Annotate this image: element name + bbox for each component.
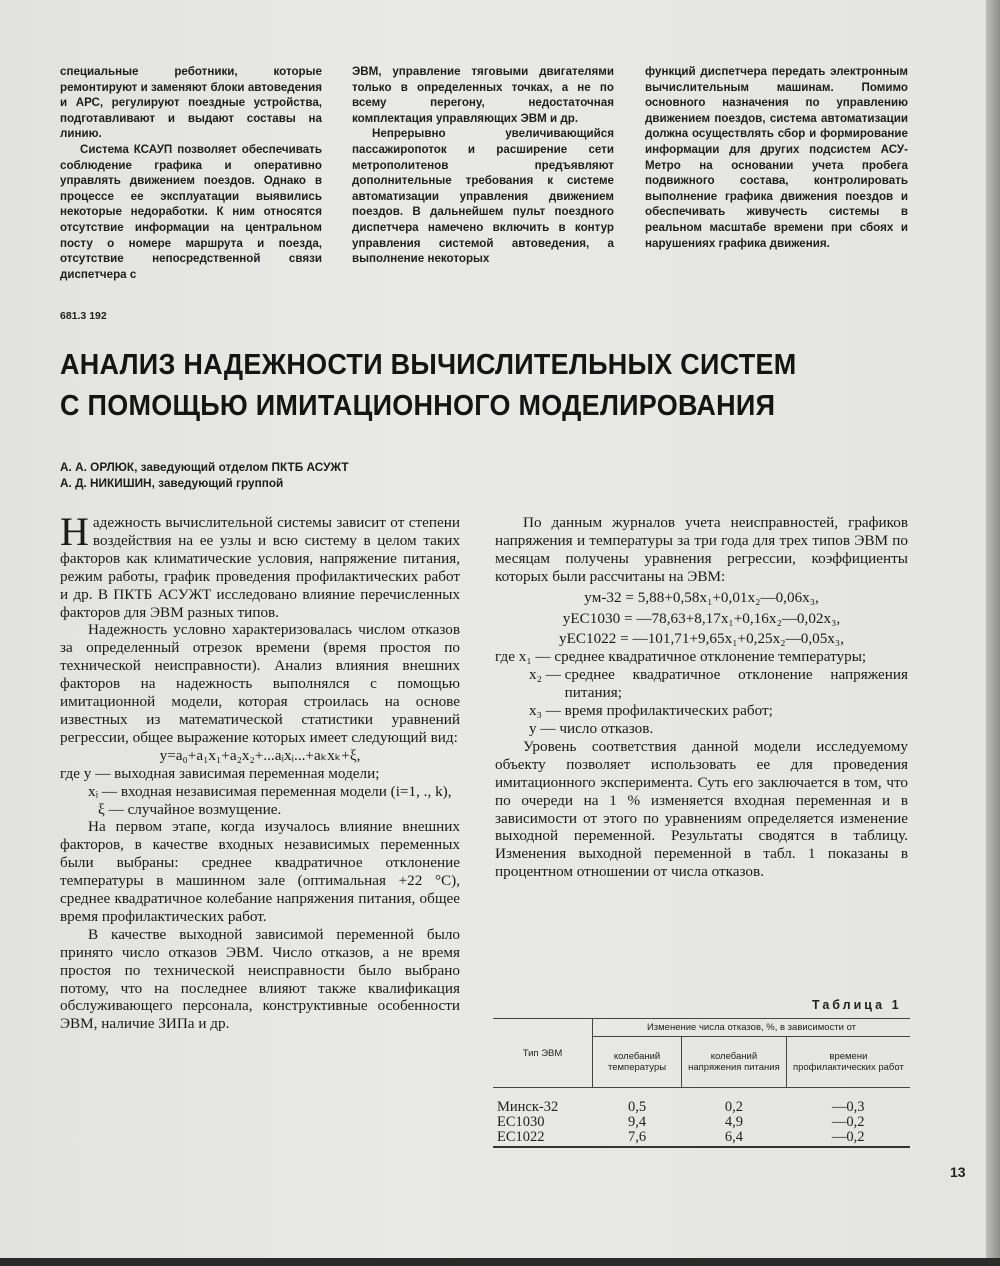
- definition-x3: [495, 702, 908, 720]
- cell-temperature: 9,4: [627, 1113, 647, 1130]
- top-col2-paragraph-1: ЭВМ, управление тяговыми двигателями только в определенных точках, а не по всему перегону, недостаточная комплектация управляющих ЭВМ и др.: [352, 65, 614, 125]
- title-line-2: С ПОМОЩЬЮ ИМИТАЦИОННОГО МОДЕЛИРОВАНИЯ: [60, 390, 776, 422]
- cell-type: Минск-32: [497, 1099, 559, 1115]
- top-column-3: [645, 64, 908, 251]
- definition-x2-symbol: x₂ —: [529, 666, 561, 684]
- left-paragraph-4: В качестве выходной зависимой переменной было принято число отказов ЭВМ. Число отказов, а не время простоя по технической неисправности было выбрано потому, что на последнее влияют также квалификация обслуживающего персонала, конструктивные особенности ЭВМ, наличие ЗИПа и др.: [60, 925, 460, 1033]
- column-header-maintenance: времени профилактических работ: [786, 1037, 910, 1088]
- cell-voltage: 4,9: [724, 1113, 743, 1130]
- top-col2-paragraph-2: Непрерывно увеличивающийся пассажиропоток и расширение сети метрополитенов предъявляют дополнительные требования к системе автоматизации управления движением поездов. В дальнейшем пульт поездного диспетчера намечено включить в контур управления системой автоведения, а выполнение некоторых: [352, 127, 614, 266]
- top-col1-paragraph-2: Система КСАУП позволяет обеспечивать соблюдение графика и оперативно управлять движением поездов. Однако в процессе ее эксплуатации выявились некоторые недоработки. К ним относятся отсутствие информации на центральном посту о номере маршрута и поезда, отсутствие непосредственной связи диспетчера с: [60, 142, 322, 281]
- article-title: [60, 345, 897, 427]
- author-1: А. А. ОРЛЮК, заведующий отделом ПКТБ АСУЖТ: [60, 460, 349, 474]
- right-body-column: [495, 514, 908, 881]
- page-number: 13: [950, 1164, 966, 1180]
- data-table: [493, 1018, 910, 1148]
- definition-y-text: число отказов.: [559, 719, 654, 737]
- cell-maintenance: —0,2: [786, 1130, 910, 1148]
- definition-x: [60, 783, 460, 801]
- left-paragraph-1: [60, 509, 460, 621]
- top-col3-paragraph-1: функций диспетчера передать электронным вычислительным машинам. Помимо основного назначения по управлению движением поездов, система автоматизации должна осуществлять сбор и формирование информации для других подсистем АСУ-Метро на основании учета пробега подвижного состава, контролировать выполнение графика движения поездов и обеспечивать живучесть системы в реальном масштабе времени при сбоях и нарушениях графика движения.: [645, 65, 908, 250]
- table-row: [493, 1130, 910, 1148]
- cell-type: ЕС1022: [493, 1130, 593, 1148]
- column-header-temperature: колебаний температуры: [593, 1037, 682, 1088]
- authors: [60, 459, 349, 491]
- cell-voltage: 6,4: [682, 1130, 787, 1148]
- column-group-header: Изменение числа отказов, %, в зависимости от: [593, 1019, 911, 1037]
- definition-x1-symbol: где x₁ —: [495, 648, 551, 666]
- definition-x1-text: среднее квадратичное отклонение температуры;: [554, 648, 867, 666]
- top-column-2: [352, 64, 614, 267]
- left-paragraph-1-text: адежность вычислительной системы зависит от степени воздействия на ее узлы и всю систему в целом таких факторов как климатические условия, напряжение питания, режим работы, график проведения профилактических работ и др. В ПКТБ АСУЖТ исследовано влияние перечисленных факторов для ЭВМ разных типов.: [60, 514, 460, 621]
- column-header-voltage: колебаний напряжения питания: [682, 1037, 787, 1088]
- bottom-edge: [0, 1258, 1000, 1266]
- table-caption: Таблица 1: [812, 998, 902, 1012]
- definition-x1: [495, 648, 908, 666]
- definition-y: [495, 720, 908, 738]
- cell-type: ЕС1030: [497, 1113, 545, 1130]
- page-edge-shadow: [986, 0, 1000, 1266]
- udc-code: 681.3 192: [60, 310, 107, 322]
- definition-x2: [495, 666, 908, 702]
- left-body-column: [60, 509, 460, 1033]
- left-paragraph-3: На первом этапе, когда изучалось влияние внешних факторов, в качестве входных независимых переменных были выбраны: среднее квадратичное отклонение температуры в машинном зале (оптимальная +22 °С), среднее квадратичное колебание напряжения питания, общее время профилактических работ.: [60, 818, 460, 925]
- cell-maintenance: —0,3: [831, 1099, 865, 1115]
- regression-equation: y=a₀+a₁x₁+a₂x₂+...aᵢxᵢ...+aₖxₖ+ξ,: [159, 746, 361, 764]
- right-paragraph-2: Уровень соответствия данной модели исследуемому объекту позволяет использовать ее для проведения имитационного эксперимента. Суть его заключается в том, что по очереди на 1 % изменяется входная переменная и в зависимости от этого по уравнениям определяется изменение выходной переменной. Результаты сводятся в таблицу. Изменения выходной переменной в табл. 1 показаны в процентном отношении от числа отказов.: [495, 737, 908, 881]
- table-row: [493, 1088, 910, 1115]
- definition-x3-text: время профилактических работ;: [564, 702, 773, 720]
- title-line-1: АНАЛИЗ НАДЕЖНОСТИ ВЫЧИСЛИТЕЛЬНЫХ СИСТЕМ: [60, 349, 797, 381]
- definition-x3-symbol: x₃ —: [529, 702, 561, 720]
- definition-x2-text: среднее квадратичное отклонение напряжения питания;: [564, 666, 908, 702]
- cell-temperature: 0,5: [627, 1099, 647, 1115]
- author-2: А. Д. НИКИШИН, заведующий группой: [60, 476, 284, 490]
- definition-xi: [60, 801, 460, 819]
- drop-cap: Н: [60, 509, 89, 554]
- top-column-1: [60, 64, 322, 282]
- table-row: [493, 1115, 910, 1130]
- cell-maintenance: —0,2: [831, 1113, 865, 1130]
- left-paragraph-2: Надежность условно характеризовалась числом отказов за определенный отрезок времени (время простоя по технической неисправности). Анализ влияния внешних факторов на надежность выполнялся с помощью имитационной модели, которая строилась на основе известных из математической статистики уравнений регрессии, общее выражение которых имеет следующий вид:: [60, 621, 460, 746]
- definition-xi-text: случайное возмущение.: [127, 800, 282, 818]
- definition-y-symbol: y —: [529, 719, 556, 737]
- where-y-line: где y — выходная зависимая переменная модели;: [60, 764, 380, 782]
- definition-x-text: входная независимая переменная модели (i=1, ., k),: [120, 782, 452, 800]
- cell-voltage: 0,2: [724, 1099, 743, 1115]
- cell-temperature: 7,6: [593, 1130, 682, 1148]
- equation-minsk: yм-32 = 5,88+0,58x₁+0,01x₂—0,06x₃,: [584, 588, 819, 606]
- equation-es1030: yЕС1030 = —78,63+8,17x₁+0,16x₂—0,02x₃,: [562, 609, 841, 627]
- column-header-type: Тип ЭВМ: [493, 1019, 593, 1088]
- top-col1-paragraph-1: специальные реботники, которые ремонтируют и заменяют блоки автоведения и АРС, регулируют поездные устройства, подготавливают и выдают составы на линию.: [60, 65, 322, 141]
- definition-x-symbol: xᵢ —: [88, 782, 118, 800]
- right-paragraph-1: По данным журналов учета неисправностей, графиков напряжения и температуры за три года для трех типов ЭВМ по месяцам получены уравнения регрессии, коэффициенты которых были рассчитаны на ЭВМ:: [495, 514, 908, 585]
- definition-xi-symbol: ξ —: [98, 800, 124, 818]
- equation-es1022: yЕС1022 = —101,71+9,65x₁+0,25x₂—0,05x₃,: [558, 630, 844, 648]
